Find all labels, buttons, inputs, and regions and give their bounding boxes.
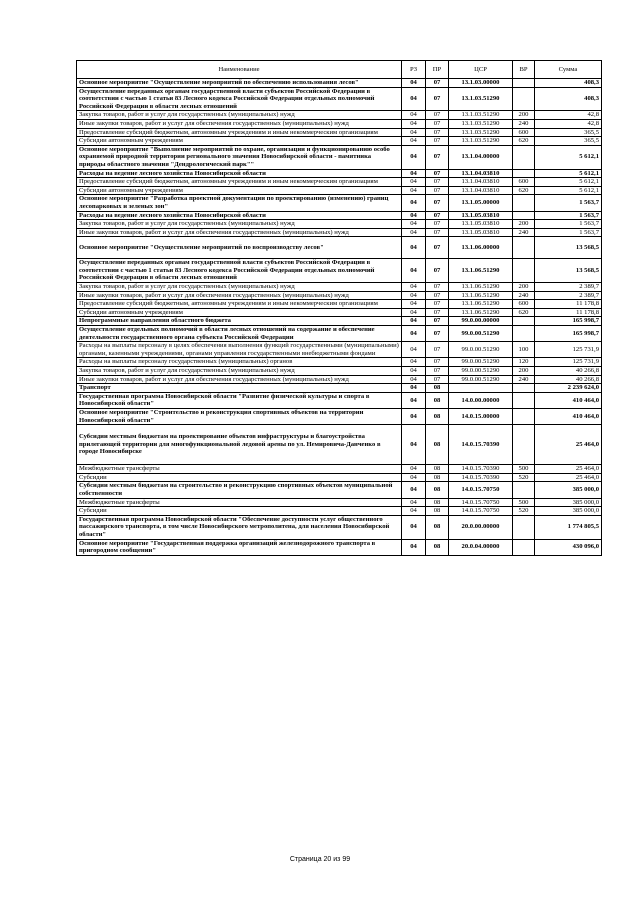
row-rz: 04 xyxy=(402,169,426,178)
row-name: Осуществление переданных органам государственной власти субъектов Российской Федерации в соответствии с частью 1 статьи 83 Лесного кодекса Российской Федерации отдельных полномочий Российской Федерации в области лесных отношений xyxy=(77,87,402,111)
row-name: Субсидии автономным учреждениям xyxy=(77,308,402,317)
row-name: Иные закупки товаров, работ и услуг для обеспечения государственных (муниципальных) нужд xyxy=(77,291,402,300)
row-csr: 13.1.06.51290 xyxy=(449,283,513,292)
budget-table xyxy=(76,60,602,556)
table-row xyxy=(77,482,602,498)
row-sum: 408,3 xyxy=(535,79,602,88)
table-row xyxy=(77,425,602,465)
row-rz: 04 xyxy=(402,482,426,498)
row-rz: 04 xyxy=(402,326,426,342)
row-rz: 04 xyxy=(402,507,426,516)
table-row xyxy=(77,178,602,187)
row-pr: 07 xyxy=(426,137,449,146)
row-name: Расходы на ведение лесного хозяйства Новосибирской области xyxy=(77,211,402,220)
row-vr xyxy=(513,145,535,169)
row-vr: 620 xyxy=(513,308,535,317)
row-pr: 07 xyxy=(426,375,449,384)
row-name: Закупка товаров, работ и услуг для государственных (муниципальных) нужд xyxy=(77,283,402,292)
table-row xyxy=(77,237,602,259)
row-csr: 13.1.04.03810 xyxy=(449,186,513,195)
row-csr: 13.1.05.03810 xyxy=(449,211,513,220)
row-vr xyxy=(513,79,535,88)
row-csr xyxy=(449,384,513,393)
row-rz: 04 xyxy=(402,111,426,120)
row-pr: 07 xyxy=(426,169,449,178)
row-pr: 08 xyxy=(426,465,449,474)
table-row xyxy=(77,392,602,408)
row-sum: 2 239 624,0 xyxy=(535,384,602,393)
row-sum: 125 731,9 xyxy=(535,342,602,358)
row-pr: 07 xyxy=(426,326,449,342)
header-csr: ЦСР xyxy=(449,61,513,79)
row-rz: 04 xyxy=(402,308,426,317)
row-name: Субсидии автономным учреждениям xyxy=(77,186,402,195)
row-csr: 13.1.06.00000 xyxy=(449,237,513,259)
row-csr: 14.0.15.70390 xyxy=(449,473,513,482)
row-sum: 385 000,0 xyxy=(535,498,602,507)
row-name: Основное мероприятие "Выполнение мероприятий по охране, организации и функционированию особо охраняемой природной территории регионального значения Новосибирской области - памятника природы областного значения "Дендрологический парк"" xyxy=(77,145,402,169)
row-name: Иные закупки товаров, работ и услуг для обеспечения государственных (муниципальных) нужд xyxy=(77,119,402,128)
row-name: Расходы на выплаты персоналу государственных (муниципальных) органов xyxy=(77,358,402,367)
row-csr: 13.1.06.51290 xyxy=(449,308,513,317)
row-name: Иные закупки товаров, работ и услуг для обеспечения государственных (муниципальных) нужд xyxy=(77,375,402,384)
row-rz: 04 xyxy=(402,211,426,220)
row-name: Закупка товаров, работ и услуг для государственных (муниципальных) нужд xyxy=(77,220,402,229)
row-rz: 04 xyxy=(402,425,426,465)
table-row xyxy=(77,473,602,482)
row-sum: 1 563,7 xyxy=(535,211,602,220)
row-rz: 04 xyxy=(402,392,426,408)
row-csr: 13.1.03.51290 xyxy=(449,111,513,120)
row-vr xyxy=(513,195,535,211)
header-rz: РЗ xyxy=(402,61,426,79)
row-name: Закупка товаров, работ и услуг для государственных (муниципальных) нужд xyxy=(77,111,402,120)
row-vr xyxy=(513,259,535,283)
table-row xyxy=(77,128,602,137)
table-row xyxy=(77,408,602,424)
row-sum: 25 464,0 xyxy=(535,465,602,474)
row-rz: 04 xyxy=(402,375,426,384)
row-sum: 13 568,5 xyxy=(535,259,602,283)
row-sum: 5 612,1 xyxy=(535,186,602,195)
row-name: Основное мероприятие "Строительство и реконструкция спортивных объектов на территории Новосибирской области" xyxy=(77,408,402,424)
table-row xyxy=(77,169,602,178)
table-body xyxy=(77,79,602,556)
row-sum: 365,5 xyxy=(535,128,602,137)
row-sum: 125 731,9 xyxy=(535,358,602,367)
row-csr: 13.1.04.03810 xyxy=(449,178,513,187)
table-row xyxy=(77,137,602,146)
row-rz: 04 xyxy=(402,195,426,211)
row-vr: 200 xyxy=(513,283,535,292)
row-vr xyxy=(513,408,535,424)
row-pr: 07 xyxy=(426,237,449,259)
row-name: Субсидии автономным учреждениям xyxy=(77,137,402,146)
row-sum: 25 464,0 xyxy=(535,473,602,482)
row-pr: 07 xyxy=(426,211,449,220)
table-row xyxy=(77,507,602,516)
row-sum: 11 178,8 xyxy=(535,300,602,309)
row-csr: 99.0.00.51290 xyxy=(449,367,513,376)
table-row xyxy=(77,291,602,300)
table-row xyxy=(77,326,602,342)
row-csr: 99.0.00.51290 xyxy=(449,342,513,358)
row-pr: 07 xyxy=(426,128,449,137)
row-rz: 04 xyxy=(402,119,426,128)
row-sum: 385 000,0 xyxy=(535,482,602,498)
row-vr: 600 xyxy=(513,300,535,309)
row-sum: 165 998,7 xyxy=(535,317,602,326)
table-row xyxy=(77,119,602,128)
row-name: Основное мероприятие "Разработка проектной документации по проектированию (изменению) границ лесопарковых и зеленых зон" xyxy=(77,195,402,211)
table-row xyxy=(77,195,602,211)
row-pr: 08 xyxy=(426,507,449,516)
row-sum: 410 464,0 xyxy=(535,392,602,408)
row-vr: 620 xyxy=(513,137,535,146)
row-rz: 04 xyxy=(402,317,426,326)
row-sum: 2 389,7 xyxy=(535,283,602,292)
row-pr: 07 xyxy=(426,186,449,195)
row-csr: 13.1.03.51290 xyxy=(449,137,513,146)
row-csr: 99.0.00.51290 xyxy=(449,326,513,342)
row-pr: 08 xyxy=(426,408,449,424)
row-sum: 408,3 xyxy=(535,87,602,111)
row-pr: 07 xyxy=(426,317,449,326)
table-row xyxy=(77,87,602,111)
row-csr: 20.0.00.00000 xyxy=(449,515,513,539)
row-sum: 5 612,1 xyxy=(535,169,602,178)
row-rz: 04 xyxy=(402,228,426,237)
header-name: Наименование xyxy=(77,61,402,79)
row-vr xyxy=(513,87,535,111)
row-name: Иные закупки товаров, работ и услуг для обеспечения государственных (муниципальных) нужд xyxy=(77,228,402,237)
row-name: Межбюджетные трансферты xyxy=(77,465,402,474)
row-vr xyxy=(513,392,535,408)
row-csr: 14.0.00.00000 xyxy=(449,392,513,408)
row-csr: 13.1.03.51290 xyxy=(449,87,513,111)
row-name: Расходы на выплаты персоналу в целях обеспечения выполнения функций государственными (муниципальными) органами, казенными учреждениями, органами управления государственными внебюджетными фондами xyxy=(77,342,402,358)
table-row xyxy=(77,358,602,367)
row-csr: 13.1.03.51290 xyxy=(449,119,513,128)
row-csr: 14.0.15.70750 xyxy=(449,507,513,516)
row-name: Субсидии xyxy=(77,473,402,482)
row-name: Межбюджетные трансферты xyxy=(77,498,402,507)
row-pr: 07 xyxy=(426,367,449,376)
row-rz: 04 xyxy=(402,300,426,309)
row-pr: 08 xyxy=(426,498,449,507)
row-pr: 07 xyxy=(426,291,449,300)
row-rz: 04 xyxy=(402,283,426,292)
row-sum: 1 563,7 xyxy=(535,228,602,237)
row-pr: 07 xyxy=(426,111,449,120)
row-vr xyxy=(513,317,535,326)
row-rz: 04 xyxy=(402,128,426,137)
row-pr: 08 xyxy=(426,482,449,498)
row-sum: 365,5 xyxy=(535,137,602,146)
row-sum: 430 096,0 xyxy=(535,539,602,555)
table-row xyxy=(77,375,602,384)
row-vr: 500 xyxy=(513,465,535,474)
table-row xyxy=(77,384,602,393)
row-vr: 240 xyxy=(513,119,535,128)
row-sum: 2 389,7 xyxy=(535,291,602,300)
row-name: Основное мероприятие "Осуществление мероприятий по обеспечению использования лесов" xyxy=(77,79,402,88)
row-name: Осуществление отдельных полномочий в области лесных отношений на содержание и обеспечение деятельности государственного органа субъекта Российской Федерации xyxy=(77,326,402,342)
row-csr: 13.1.05.03810 xyxy=(449,220,513,229)
row-csr: 13.1.05.00000 xyxy=(449,195,513,211)
row-csr: 13.1.04.00000 xyxy=(449,145,513,169)
row-sum: 1 774 805,5 xyxy=(535,515,602,539)
row-pr: 07 xyxy=(426,259,449,283)
row-pr: 08 xyxy=(426,515,449,539)
row-rz: 04 xyxy=(402,186,426,195)
row-csr: 14.0.15.00000 xyxy=(449,408,513,424)
row-csr: 13.1.03.00000 xyxy=(449,79,513,88)
row-name: Основное мероприятие "Государственная поддержка организаций железнодорожного транспорта в пригородном сообщении" xyxy=(77,539,402,555)
header-sum: Сумма xyxy=(535,61,602,79)
row-vr: 600 xyxy=(513,178,535,187)
row-pr: 08 xyxy=(426,384,449,393)
row-name: Предоставление субсидий бюджетным, автономным учреждениям и иным некоммерческим организациям xyxy=(77,128,402,137)
row-csr: 14.0.15.70390 xyxy=(449,425,513,465)
table-row xyxy=(77,259,602,283)
row-name: Субсидии xyxy=(77,507,402,516)
row-pr: 07 xyxy=(426,308,449,317)
row-sum: 40 266,8 xyxy=(535,375,602,384)
row-name: Предоставление субсидий бюджетным, автономным учреждениям и иным некоммерческим организациям xyxy=(77,300,402,309)
row-csr: 13.1.03.51290 xyxy=(449,128,513,137)
row-sum: 1 563,7 xyxy=(535,195,602,211)
row-vr xyxy=(513,211,535,220)
row-pr: 07 xyxy=(426,195,449,211)
table-row xyxy=(77,220,602,229)
row-csr: 13.1.06.51290 xyxy=(449,300,513,309)
table-row xyxy=(77,300,602,309)
table-row xyxy=(77,342,602,358)
row-vr: 240 xyxy=(513,228,535,237)
row-vr: 500 xyxy=(513,498,535,507)
row-vr: 200 xyxy=(513,220,535,229)
row-vr xyxy=(513,169,535,178)
row-vr xyxy=(513,515,535,539)
table-row xyxy=(77,539,602,555)
row-sum: 13 568,5 xyxy=(535,237,602,259)
row-vr xyxy=(513,482,535,498)
row-rz: 04 xyxy=(402,342,426,358)
table-row xyxy=(77,145,602,169)
header-vr: ВР xyxy=(513,61,535,79)
row-csr: 14.0.15.70750 xyxy=(449,482,513,498)
table-row xyxy=(77,465,602,474)
row-pr: 07 xyxy=(426,178,449,187)
table-row xyxy=(77,283,602,292)
row-pr: 07 xyxy=(426,145,449,169)
row-rz: 04 xyxy=(402,291,426,300)
row-sum: 1 563,7 xyxy=(535,220,602,229)
row-rz: 04 xyxy=(402,408,426,424)
row-rz: 04 xyxy=(402,539,426,555)
row-vr: 520 xyxy=(513,507,535,516)
row-pr: 07 xyxy=(426,119,449,128)
row-sum: 11 178,8 xyxy=(535,308,602,317)
row-pr: 07 xyxy=(426,358,449,367)
row-sum: 5 612,1 xyxy=(535,145,602,169)
row-pr: 07 xyxy=(426,283,449,292)
row-pr: 08 xyxy=(426,392,449,408)
row-vr xyxy=(513,326,535,342)
row-rz: 04 xyxy=(402,473,426,482)
row-vr xyxy=(513,384,535,393)
table-row xyxy=(77,79,602,88)
row-name: Непрограммные направления областного бюджета xyxy=(77,317,402,326)
row-csr: 13.1.05.03810 xyxy=(449,228,513,237)
row-vr xyxy=(513,425,535,465)
row-rz: 04 xyxy=(402,178,426,187)
row-rz: 04 xyxy=(402,358,426,367)
row-rz: 04 xyxy=(402,87,426,111)
table-row xyxy=(77,228,602,237)
row-vr xyxy=(513,237,535,259)
row-pr: 07 xyxy=(426,79,449,88)
row-rz: 04 xyxy=(402,384,426,393)
row-vr: 100 xyxy=(513,342,535,358)
table-row xyxy=(77,515,602,539)
row-csr: 13.1.06.51290 xyxy=(449,291,513,300)
row-rz: 04 xyxy=(402,79,426,88)
row-pr: 07 xyxy=(426,220,449,229)
row-sum: 40 266,8 xyxy=(535,367,602,376)
row-vr xyxy=(513,539,535,555)
row-pr: 08 xyxy=(426,539,449,555)
row-rz: 04 xyxy=(402,498,426,507)
row-name: Транспорт xyxy=(77,384,402,393)
row-vr: 120 xyxy=(513,358,535,367)
row-pr: 08 xyxy=(426,473,449,482)
row-sum: 5 612,1 xyxy=(535,178,602,187)
row-name: Расходы на ведение лесного хозяйства Новосибирской области xyxy=(77,169,402,178)
row-vr: 240 xyxy=(513,375,535,384)
row-csr: 13.1.04.03810 xyxy=(449,169,513,178)
table-row xyxy=(77,111,602,120)
row-pr: 07 xyxy=(426,228,449,237)
row-sum: 165 998,7 xyxy=(535,326,602,342)
table-row xyxy=(77,211,602,220)
table-header-row xyxy=(77,61,602,79)
row-vr: 200 xyxy=(513,111,535,120)
row-csr: 14.0.15.70390 xyxy=(449,465,513,474)
row-rz: 04 xyxy=(402,220,426,229)
table-row xyxy=(77,317,602,326)
table-row xyxy=(77,308,602,317)
row-rz: 04 xyxy=(402,137,426,146)
row-csr: 99.0.00.51290 xyxy=(449,375,513,384)
row-csr: 20.0.04.00000 xyxy=(449,539,513,555)
row-name: Предоставление субсидий бюджетным, автономным учреждениям и иным некоммерческим организациям xyxy=(77,178,402,187)
row-pr: 07 xyxy=(426,342,449,358)
row-vr: 240 xyxy=(513,291,535,300)
row-sum: 410 464,0 xyxy=(535,408,602,424)
row-name: Государственная программа Новосибирской области "Обеспечение доступности услуг общественного пассажирского транспорта, в том числе Новосибирского метрополитена, для населения Новосибирской области" xyxy=(77,515,402,539)
table-row xyxy=(77,186,602,195)
row-csr: 99.0.00.51290 xyxy=(449,358,513,367)
row-csr: 13.1.06.51290 xyxy=(449,259,513,283)
row-vr: 200 xyxy=(513,367,535,376)
row-name: Субсидии местным бюджетам на строительство и реконструкцию спортивных объектов муниципальной собственности xyxy=(77,482,402,498)
row-sum: 25 464,0 xyxy=(535,425,602,465)
table-row xyxy=(77,498,602,507)
row-name: Основное мероприятие "Осуществление мероприятий по воспроизводству лесов" xyxy=(77,237,402,259)
row-rz: 04 xyxy=(402,145,426,169)
row-vr: 600 xyxy=(513,128,535,137)
row-rz: 04 xyxy=(402,237,426,259)
row-rz: 04 xyxy=(402,465,426,474)
row-name: Осуществление переданных органам государственной власти субъектов Российской Федерации в соответствии с частью 1 статьи 83 Лесного кодекса Российской Федерации отдельных полномочий Российской Федерации в области лесных отношений xyxy=(77,259,402,283)
row-csr: 99.0.00.00000 xyxy=(449,317,513,326)
row-rz: 04 xyxy=(402,515,426,539)
row-sum: 385 000,0 xyxy=(535,507,602,516)
page-number: Страница 20 из 99 xyxy=(289,856,351,863)
row-pr: 07 xyxy=(426,300,449,309)
table-row xyxy=(77,367,602,376)
document-page xyxy=(76,60,601,556)
row-pr: 08 xyxy=(426,425,449,465)
row-rz: 04 xyxy=(402,367,426,376)
row-pr: 07 xyxy=(426,87,449,111)
row-vr: 520 xyxy=(513,473,535,482)
row-sum: 42,8 xyxy=(535,119,602,128)
row-vr: 620 xyxy=(513,186,535,195)
row-sum: 42,8 xyxy=(535,111,602,120)
row-csr: 14.0.15.70750 xyxy=(449,498,513,507)
row-name: Закупка товаров, работ и услуг для государственных (муниципальных) нужд xyxy=(77,367,402,376)
row-rz: 04 xyxy=(402,259,426,283)
row-name: Государственная программа Новосибирской области "Развитие физической культуры и спорта в Новосибирской области" xyxy=(77,392,402,408)
header-pr: ПР xyxy=(426,61,449,79)
row-name: Субсидии местным бюджетам на проектирование объектов инфраструктуры и благоустройства прилегающей территории для многофункциональной ледовой арены по ул. Немировича-Данченко в городе Новосибирске xyxy=(77,425,402,465)
